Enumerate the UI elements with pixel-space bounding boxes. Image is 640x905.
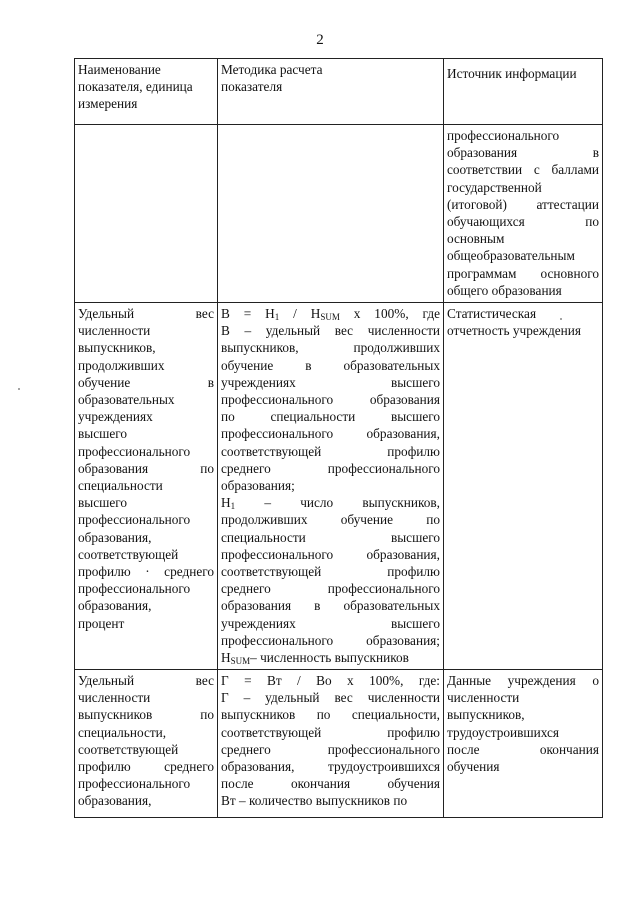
table-header-row [75, 59, 603, 125]
text-line: измерения [78, 96, 138, 112]
text-line: высшего [78, 495, 128, 511]
text-line: соответствии с баллами [447, 162, 599, 178]
text-line: Наименование [78, 62, 161, 77]
text-line: образования в [447, 145, 599, 161]
table-row [75, 125, 603, 303]
text-line: продолживших [78, 357, 165, 373]
text-line: после окончания [447, 741, 599, 757]
cell-calculation-method [218, 670, 444, 818]
text-line: среднего профессионального [221, 581, 440, 597]
text-line: Удельный вес [78, 306, 214, 321]
cell-calculation-method [218, 125, 444, 303]
text-line: соответствующей [78, 741, 179, 757]
text-line: обучающихся по [447, 214, 599, 230]
text-line: среднего профессионального [221, 741, 440, 757]
text-line: $Н_1$ – число выпускников, [221, 495, 440, 512]
cell-indicator-name [75, 303, 218, 670]
text-line: профилю среднего [78, 759, 214, 775]
text-line: профессионального образования [221, 392, 440, 408]
text-line: продолживших обучение по [221, 512, 440, 528]
text-line: $Н_{SUM}-$ численность выпускников [221, 650, 409, 667]
text-line: профессионального образования, [221, 546, 440, 562]
text-line: показателя [221, 79, 283, 95]
text-line: профессионального [78, 776, 191, 792]
header-indicator-name [75, 59, 218, 125]
cell-indicator-name [75, 670, 218, 818]
text-line: отчетность учреждения [447, 323, 581, 339]
text-line: Методика расчета [221, 62, 323, 77]
text-line: обучение в [78, 374, 214, 390]
text-line: учреждениях высшего [221, 374, 440, 390]
text-line: программам основного [447, 265, 599, 281]
text-line: трудоустроившихся [447, 724, 560, 740]
text-line: профессионального [78, 581, 191, 597]
text-line: государственной [447, 179, 542, 195]
cell-information-source [444, 125, 603, 303]
text-line: соответствующей [78, 546, 179, 562]
cell-information-source [444, 670, 603, 818]
text-line: среднего профессионального [221, 460, 440, 476]
text-line: образования, [78, 793, 152, 809]
text-line: после окончания обучения [221, 776, 440, 792]
text-line: основным [447, 231, 505, 247]
text-line: соответствующей профилю [221, 564, 440, 580]
text-line: учреждениях высшего [221, 615, 440, 631]
text-line: Г – удельный вес численности [221, 690, 440, 706]
text-line: Вт – количество выпускников по [221, 793, 408, 809]
text-line: образования, [78, 529, 152, 545]
text-line: выпускников, [447, 707, 525, 723]
text-line: образования по [78, 460, 214, 476]
text-line: Удельный вес [78, 673, 214, 688]
text-line: В – удельный вес численности [221, 323, 440, 339]
cell-calculation-method [218, 303, 444, 670]
text-line: выпускников, продолживших [221, 340, 440, 356]
text-line: численности [78, 690, 151, 706]
text-line: соответствующей профилю [221, 443, 440, 459]
text-line: общеобразовательным [447, 248, 575, 264]
header-information-source [444, 59, 603, 125]
text-line: Источник информации [447, 66, 577, 81]
text-line: Г = Вт / Во х 100%, где: [221, 673, 440, 688]
text-line: образования; [221, 478, 295, 494]
text-line: $В = Н_1 / Н_{SUM}$ х 100%, где [221, 306, 441, 322]
scan-speck [560, 318, 562, 320]
text-line: профессионального [447, 128, 560, 143]
text-line: процент [78, 615, 125, 631]
text-line: профессионального [78, 443, 191, 459]
text-line: специальности высшего [221, 529, 440, 545]
text-line: обучения [447, 759, 500, 775]
text-line: Статистическая [447, 306, 537, 321]
page-number: 2 [316, 32, 324, 48]
text-line: выпускников по специальности, [221, 707, 440, 723]
text-line: Данные учреждения о [447, 673, 599, 688]
scan-speck [18, 388, 20, 390]
text-line: образования, [78, 598, 152, 614]
indicator-table [74, 58, 603, 818]
text-line: профилю · среднего [78, 564, 214, 580]
text-line: показателя, единица [78, 79, 193, 95]
table-row [75, 303, 603, 670]
text-line: (итоговой) аттестации [447, 196, 599, 212]
text-line: высшего [78, 426, 128, 442]
text-line: выпускников, [78, 340, 156, 356]
text-line: общего образования [447, 282, 562, 298]
text-line: профессионального [78, 512, 191, 528]
text-line: численности [78, 323, 151, 339]
text-line: численности [447, 690, 520, 706]
text-line: по специальности высшего [221, 409, 440, 425]
text-line: профессионального образования; [221, 632, 440, 648]
text-line: специальности [78, 478, 163, 494]
cell-indicator-name [75, 125, 218, 303]
text-line: специальности, [78, 724, 167, 740]
text-line: профессионального образования, [221, 426, 440, 442]
text-line: образования в образовательных [221, 598, 440, 614]
text-line: учреждениях [78, 409, 153, 425]
text-line: образовательных [78, 392, 175, 408]
cell-information-source [444, 303, 603, 670]
table-row [75, 670, 603, 818]
text-line: выпускников по [78, 707, 214, 723]
header-calculation-method [218, 59, 444, 125]
text-line: образования, трудоустроившихся [221, 759, 440, 775]
text-line: обучение в образовательных [221, 357, 440, 373]
text-line: соответствующей профилю [221, 724, 440, 740]
